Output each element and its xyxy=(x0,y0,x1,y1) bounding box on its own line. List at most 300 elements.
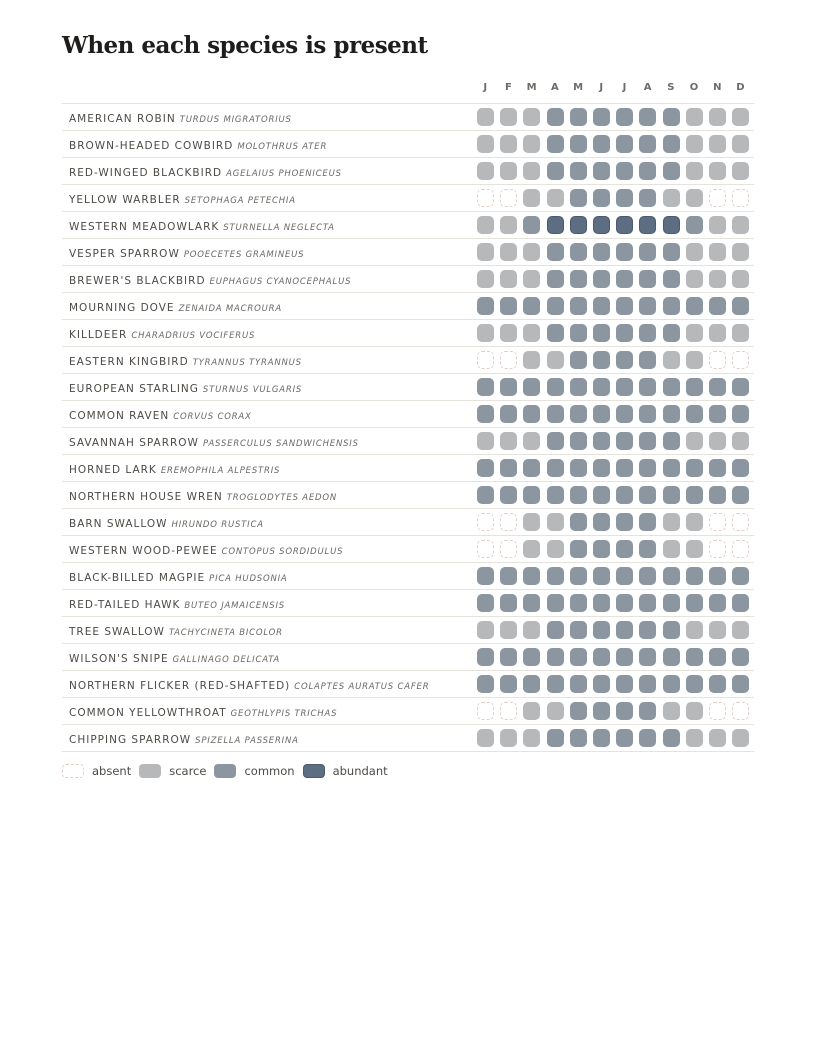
presence-cell-absent xyxy=(709,540,726,558)
presence-cell-common xyxy=(709,594,726,612)
species-common-name: EUROPEAN STARLING xyxy=(69,383,199,395)
legend-item-abundant xyxy=(303,764,388,778)
species-common-name: EASTERN KINGBIRD xyxy=(69,356,189,368)
presence-cell-common xyxy=(686,594,703,612)
presence-cell-common xyxy=(616,594,633,612)
presence-cell-common xyxy=(639,459,656,477)
legend-item-absent xyxy=(62,764,131,778)
species-names xyxy=(69,671,429,700)
presence-cell-scarce xyxy=(732,162,749,180)
species-row xyxy=(62,346,754,373)
presence-cell-absent xyxy=(500,513,517,531)
species-common-name: KILLDEER xyxy=(69,329,128,341)
presence-cell-common xyxy=(570,243,587,261)
presence-cell-common xyxy=(639,594,656,612)
presence-cell-common xyxy=(523,567,540,585)
presence-cell-abundant xyxy=(547,216,564,234)
presence-cell-common xyxy=(547,567,564,585)
presence-cell-scarce xyxy=(523,162,540,180)
species-row xyxy=(62,454,754,481)
month-label: J xyxy=(599,82,604,93)
presence-cell-common xyxy=(639,108,656,126)
presence-cell-scarce xyxy=(709,621,726,639)
presence-cell-scarce xyxy=(477,243,494,261)
presence-cell-common xyxy=(547,297,564,315)
presence-cell-absent xyxy=(477,540,494,558)
presence-cell-scarce xyxy=(686,162,703,180)
presence-cell-common xyxy=(593,189,610,207)
species-latin-name: CORVUS CORAX xyxy=(173,412,252,422)
legend-swatch-common xyxy=(214,764,236,778)
presence-cell-common xyxy=(616,432,633,450)
presence-cell-common xyxy=(570,621,587,639)
presence-cell-common xyxy=(500,486,517,504)
month-label: A xyxy=(643,82,653,93)
presence-cell-common xyxy=(639,162,656,180)
presence-cell-common xyxy=(616,378,633,396)
presence-cell-common xyxy=(709,405,726,423)
presence-cell-common xyxy=(616,108,633,126)
presence-cell-scarce xyxy=(477,729,494,747)
presence-cell-common xyxy=(639,351,656,369)
species-names xyxy=(69,725,299,754)
species-latin-name: CHARADRIUS VOCIFERUS xyxy=(131,331,256,341)
presence-cell-common xyxy=(639,567,656,585)
presence-cell-common xyxy=(523,378,540,396)
species-names xyxy=(69,455,280,484)
presence-cell-common xyxy=(639,405,656,423)
month-label: J xyxy=(622,82,627,93)
presence-cell-common xyxy=(663,378,680,396)
presence-cell-common xyxy=(639,729,656,747)
presence-cell-scarce xyxy=(686,513,703,531)
legend-swatch-scarce xyxy=(139,764,161,778)
species-names xyxy=(69,401,252,430)
species-names xyxy=(69,131,327,160)
month-label: J xyxy=(483,82,488,93)
species-names xyxy=(69,293,282,322)
presence-cell-absent xyxy=(732,540,749,558)
species-latin-name: STURNUS VULGARIS xyxy=(202,385,303,395)
species-names xyxy=(69,509,264,538)
presence-cell-common xyxy=(477,297,494,315)
month-label: A xyxy=(550,82,560,93)
presence-cell-scarce xyxy=(477,216,494,234)
presence-cell-common xyxy=(593,162,610,180)
month-label: M xyxy=(526,82,538,93)
presence-cell-common xyxy=(570,162,587,180)
presence-cell-common xyxy=(570,432,587,450)
month-label: M xyxy=(573,82,584,93)
presence-cell-common xyxy=(663,135,680,153)
species-row xyxy=(62,589,754,616)
presence-cell-common xyxy=(686,486,703,504)
presence-cell-common xyxy=(570,702,587,720)
presence-cell-common xyxy=(663,243,680,261)
presence-cell-common xyxy=(570,675,587,693)
presence-cell-scarce xyxy=(500,216,517,234)
presence-cell-absent xyxy=(477,189,494,207)
presence-cell-scarce xyxy=(686,351,703,369)
presence-cell-absent xyxy=(500,702,517,720)
species-row xyxy=(62,265,754,292)
presence-cell-common xyxy=(732,648,749,666)
species-names xyxy=(69,698,337,727)
legend-label: common xyxy=(244,764,295,778)
presence-cell-scarce xyxy=(477,162,494,180)
presence-cell-scarce xyxy=(663,351,680,369)
presence-cell-common xyxy=(593,486,610,504)
presence-cell-common xyxy=(616,162,633,180)
presence-cell-common xyxy=(570,594,587,612)
species-row xyxy=(62,616,754,643)
presence-cell-common xyxy=(547,405,564,423)
presence-cell-absent xyxy=(709,702,726,720)
presence-cell-common xyxy=(663,594,680,612)
species-latin-name: ZENAIDA MACROURA xyxy=(178,304,282,314)
presence-cell-common xyxy=(500,297,517,315)
species-common-name: MOURNING DOVE xyxy=(69,302,175,314)
presence-cell-common xyxy=(570,729,587,747)
presence-cell-scarce xyxy=(686,702,703,720)
species-row xyxy=(62,157,754,184)
presence-cell-common xyxy=(593,351,610,369)
presence-cell-common xyxy=(593,540,610,558)
presence-cell-absent xyxy=(709,189,726,207)
presence-cell-common xyxy=(639,243,656,261)
presence-cell-common xyxy=(547,243,564,261)
species-row xyxy=(62,184,754,211)
species-row xyxy=(62,724,754,752)
presence-cell-scarce xyxy=(663,702,680,720)
presence-cell-common xyxy=(709,378,726,396)
presence-cell-common xyxy=(477,459,494,477)
presence-cell-scarce xyxy=(477,432,494,450)
presence-cell-common xyxy=(593,459,610,477)
presence-cell-common xyxy=(639,486,656,504)
presence-cell-common xyxy=(639,675,656,693)
presence-cell-common xyxy=(547,648,564,666)
presence-cell-common xyxy=(570,540,587,558)
presence-cell-scarce xyxy=(477,621,494,639)
species-common-name: BROWN-HEADED COWBIRD xyxy=(69,140,234,152)
presence-cell-scarce xyxy=(500,432,517,450)
species-names xyxy=(69,212,335,241)
species-latin-name: TURDUS MIGRATORIUS xyxy=(179,115,292,125)
presence-cell-common xyxy=(570,486,587,504)
presence-cell-common xyxy=(570,648,587,666)
presence-cell-common xyxy=(593,675,610,693)
presence-cell-common xyxy=(663,729,680,747)
presence-cell-scarce xyxy=(523,432,540,450)
presence-cell-scarce xyxy=(477,324,494,342)
species-row xyxy=(62,643,754,670)
presence-cell-scarce xyxy=(686,621,703,639)
species-latin-name: HIRUNDO RUSTICA xyxy=(171,520,264,530)
presence-cell-scarce xyxy=(732,216,749,234)
species-table xyxy=(62,103,754,752)
presence-cell-common xyxy=(523,486,540,504)
species-common-name: COMMON YELLOWTHROAT xyxy=(69,707,227,719)
presence-cell-scarce xyxy=(523,540,540,558)
presence-cell-common xyxy=(616,702,633,720)
presence-cell-common xyxy=(639,432,656,450)
presence-cell-common xyxy=(593,567,610,585)
presence-cell-scarce xyxy=(709,216,726,234)
presence-cell-common xyxy=(639,135,656,153)
presence-cell-scarce xyxy=(523,108,540,126)
species-common-name: BLACK-BILLED MAGPIE xyxy=(69,572,206,584)
presence-cell-common xyxy=(570,405,587,423)
presence-cell-common xyxy=(732,594,749,612)
presence-cell-scarce xyxy=(686,729,703,747)
presence-cell-common xyxy=(663,108,680,126)
presence-cell-common xyxy=(547,729,564,747)
presence-cell-scarce xyxy=(500,729,517,747)
presence-cell-common xyxy=(500,405,517,423)
species-latin-name: BUTEO JAMAICENSIS xyxy=(184,601,285,611)
presence-cell-common xyxy=(639,378,656,396)
presence-cell-common xyxy=(663,621,680,639)
presence-cell-scarce xyxy=(523,621,540,639)
species-common-name: YELLOW WARBLER xyxy=(69,194,181,206)
species-common-name: BARN SWALLOW xyxy=(69,518,168,530)
species-names xyxy=(69,239,304,268)
presence-cell-common xyxy=(570,135,587,153)
presence-cell-scarce xyxy=(547,189,564,207)
presence-cell-scarce xyxy=(523,270,540,288)
presence-cell-common xyxy=(593,135,610,153)
presence-cell-absent xyxy=(732,351,749,369)
presence-cell-common xyxy=(639,540,656,558)
presence-cell-common xyxy=(616,351,633,369)
presence-cell-common xyxy=(732,405,749,423)
legend xyxy=(62,762,396,780)
presence-cell-scarce xyxy=(477,270,494,288)
presence-cell-scarce xyxy=(500,243,517,261)
presence-cell-common xyxy=(593,729,610,747)
species-latin-name: STURNELLA NEGLECTA xyxy=(223,223,335,233)
presence-cell-common xyxy=(709,486,726,504)
presence-cell-common xyxy=(477,648,494,666)
legend-item-common xyxy=(214,764,294,778)
presence-cell-common xyxy=(616,135,633,153)
species-row xyxy=(62,211,754,238)
presence-cell-absent xyxy=(732,702,749,720)
presence-cell-abundant xyxy=(593,216,610,234)
presence-cell-common xyxy=(547,162,564,180)
presence-cell-common xyxy=(593,432,610,450)
presence-cell-common xyxy=(616,540,633,558)
presence-cell-common xyxy=(593,594,610,612)
presence-cell-common xyxy=(477,675,494,693)
presence-cell-common xyxy=(500,594,517,612)
presence-cell-common xyxy=(547,675,564,693)
species-names xyxy=(69,266,351,295)
presence-cell-absent xyxy=(709,351,726,369)
presence-cell-common xyxy=(547,594,564,612)
presence-cell-common xyxy=(639,513,656,531)
species-names xyxy=(69,185,296,214)
presence-cell-scarce xyxy=(686,135,703,153)
presence-cell-scarce xyxy=(523,729,540,747)
species-common-name: BREWER'S BLACKBIRD xyxy=(69,275,206,287)
presence-cell-scarce xyxy=(523,189,540,207)
presence-cell-common xyxy=(616,729,633,747)
presence-cell-abundant xyxy=(663,216,680,234)
presence-cell-scarce xyxy=(709,324,726,342)
presence-cell-common xyxy=(570,324,587,342)
species-row xyxy=(62,130,754,157)
species-row xyxy=(62,292,754,319)
presence-cell-common xyxy=(686,648,703,666)
presence-cell-scarce xyxy=(709,729,726,747)
presence-cell-common xyxy=(500,459,517,477)
species-common-name: AMERICAN ROBIN xyxy=(69,113,176,125)
species-names xyxy=(69,104,292,133)
presence-cell-absent xyxy=(732,189,749,207)
presence-cell-scarce xyxy=(709,432,726,450)
presence-cell-scarce xyxy=(500,135,517,153)
month-header xyxy=(0,82,816,96)
presence-cell-common xyxy=(709,648,726,666)
presence-cell-scarce xyxy=(732,432,749,450)
presence-cell-common xyxy=(616,459,633,477)
presence-cell-scarce xyxy=(709,243,726,261)
presence-cell-common xyxy=(547,432,564,450)
presence-cell-abundant xyxy=(570,216,587,234)
presence-cell-common xyxy=(616,513,633,531)
species-names xyxy=(69,590,285,619)
species-common-name: NORTHERN FLICKER (RED-SHAFTED) xyxy=(69,680,291,692)
presence-cell-scarce xyxy=(500,162,517,180)
presence-cell-common xyxy=(732,675,749,693)
presence-cell-scarce xyxy=(500,108,517,126)
presence-cell-common xyxy=(593,243,610,261)
presence-cell-common xyxy=(663,162,680,180)
chart-title: When each species is present xyxy=(62,32,428,59)
presence-cell-scarce xyxy=(547,351,564,369)
presence-cell-common xyxy=(523,459,540,477)
species-latin-name: MOLOTHRUS ATER xyxy=(237,142,328,152)
presence-cell-scarce xyxy=(477,108,494,126)
presence-cell-common xyxy=(732,459,749,477)
presence-cell-common xyxy=(639,189,656,207)
presence-cell-common xyxy=(616,270,633,288)
presence-cell-common xyxy=(570,297,587,315)
presence-cell-common xyxy=(593,513,610,531)
presence-cell-common xyxy=(663,675,680,693)
species-names xyxy=(69,644,280,673)
species-common-name: VESPER SPARROW xyxy=(69,248,180,260)
species-common-name: SAVANNAH SPARROW xyxy=(69,437,199,449)
presence-cell-common xyxy=(663,432,680,450)
presence-cell-common xyxy=(663,459,680,477)
presence-cell-common xyxy=(547,486,564,504)
species-row xyxy=(62,373,754,400)
species-latin-name: EREMOPHILA ALPESTRIS xyxy=(160,466,281,476)
month-label: F xyxy=(505,82,513,93)
species-names xyxy=(69,536,343,565)
presence-cell-common xyxy=(616,189,633,207)
species-latin-name: GALLINAGO DELICATA xyxy=(172,655,281,665)
species-common-name: NORTHERN HOUSE WREN xyxy=(69,491,223,503)
species-latin-name: CONTOPUS SORDIDULUS xyxy=(221,547,344,557)
presence-cell-scarce xyxy=(500,324,517,342)
presence-cell-common xyxy=(570,189,587,207)
presence-cell-scarce xyxy=(547,702,564,720)
presence-cell-scarce xyxy=(500,621,517,639)
presence-cell-absent xyxy=(709,513,726,531)
presence-cell-common xyxy=(663,297,680,315)
presence-cell-common xyxy=(686,567,703,585)
presence-cell-common xyxy=(686,378,703,396)
presence-cell-scarce xyxy=(500,270,517,288)
presence-cell-abundant xyxy=(616,216,633,234)
presence-cell-scarce xyxy=(732,270,749,288)
presence-cell-scarce xyxy=(523,243,540,261)
species-row xyxy=(62,400,754,427)
presence-cell-absent xyxy=(477,513,494,531)
species-latin-name: COLAPTES AURATUS CAFER xyxy=(294,682,430,692)
presence-cell-scarce xyxy=(523,351,540,369)
presence-cell-scarce xyxy=(547,513,564,531)
presence-cell-scarce xyxy=(523,702,540,720)
presence-cell-common xyxy=(593,702,610,720)
presence-cell-scarce xyxy=(686,108,703,126)
presence-cell-common xyxy=(663,270,680,288)
presence-cell-common xyxy=(616,567,633,585)
species-latin-name: TACHYCINETA BICOLOR xyxy=(168,628,283,638)
presence-cell-common xyxy=(732,486,749,504)
presence-cell-common xyxy=(616,648,633,666)
species-common-name: WILSON'S SNIPE xyxy=(69,653,169,665)
species-row xyxy=(62,238,754,265)
presence-cell-scarce xyxy=(547,540,564,558)
presence-cell-absent xyxy=(500,351,517,369)
species-names xyxy=(69,428,359,457)
presence-cell-scarce xyxy=(663,189,680,207)
species-latin-name: PASSERCULUS SANDWICHENSIS xyxy=(202,439,359,449)
presence-cell-common xyxy=(547,324,564,342)
presence-cell-common xyxy=(663,567,680,585)
presence-cell-common xyxy=(663,486,680,504)
legend-swatch-abundant xyxy=(303,764,325,778)
presence-cell-scarce xyxy=(686,243,703,261)
presence-cell-common xyxy=(570,108,587,126)
presence-cell-common xyxy=(709,675,726,693)
presence-cell-scarce xyxy=(686,432,703,450)
presence-cell-common xyxy=(593,108,610,126)
presence-cell-scarce xyxy=(686,324,703,342)
presence-cell-common xyxy=(639,702,656,720)
presence-cell-common xyxy=(686,297,703,315)
species-common-name: RED-WINGED BLACKBIRD xyxy=(69,167,223,179)
presence-cell-common xyxy=(593,621,610,639)
presence-cell-scarce xyxy=(732,729,749,747)
presence-cell-common xyxy=(732,567,749,585)
species-common-name: CHIPPING SPARROW xyxy=(69,734,192,746)
presence-cell-common xyxy=(523,648,540,666)
presence-cell-scarce xyxy=(523,513,540,531)
species-latin-name: TROGLODYTES AEDON xyxy=(226,493,338,503)
presence-cell-common xyxy=(616,405,633,423)
species-row xyxy=(62,535,754,562)
presence-cell-abundant xyxy=(639,216,656,234)
species-common-name: HORNED LARK xyxy=(69,464,157,476)
presence-cell-common xyxy=(570,459,587,477)
month-label: N xyxy=(713,82,722,93)
